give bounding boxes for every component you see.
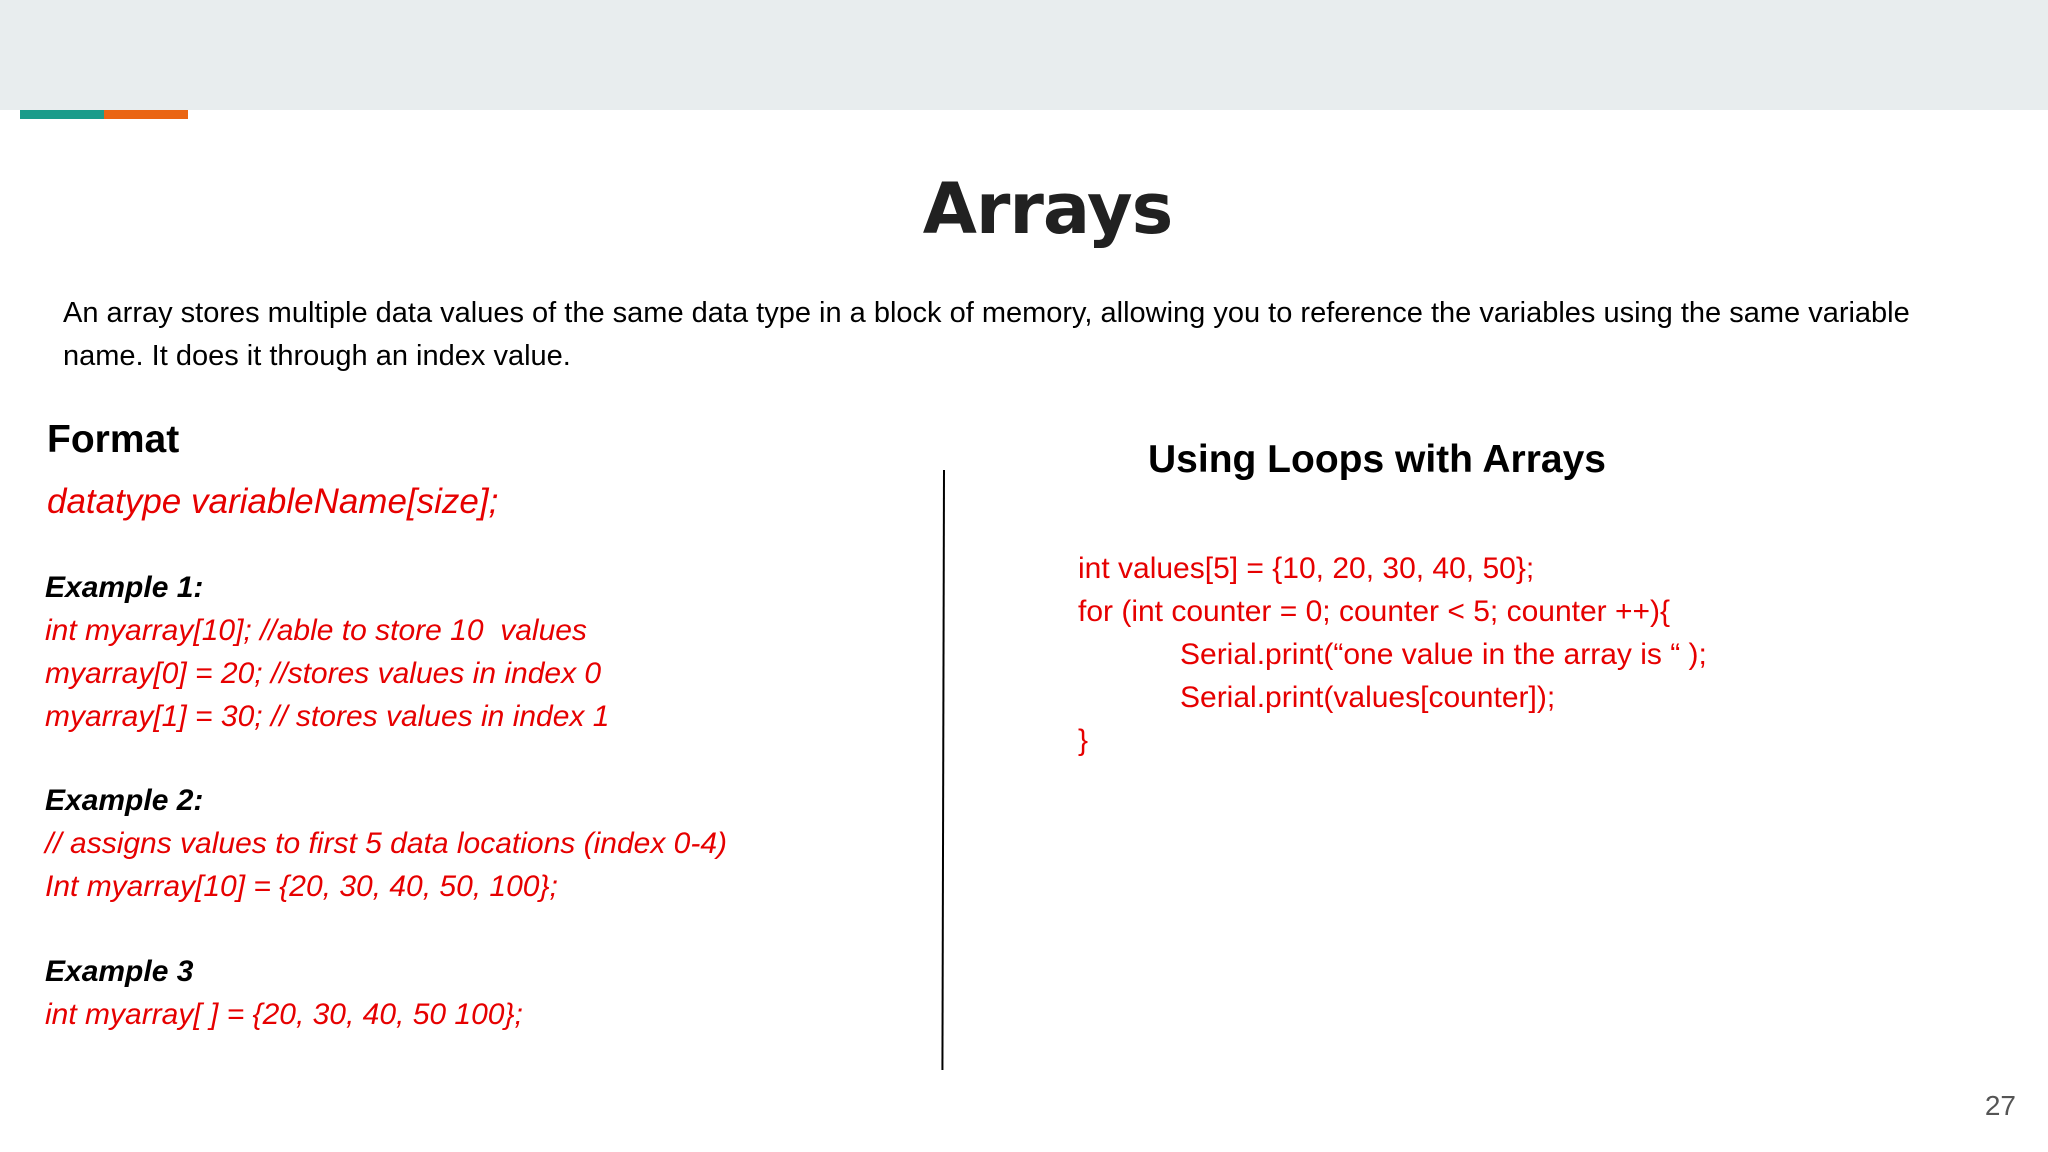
format-syntax: datatype variableName[size];: [47, 482, 499, 521]
example-1-line-1: int myarray[10]; //able to store 10 values: [45, 614, 587, 647]
loop-code-block: [1078, 547, 1707, 762]
header-band: [0, 0, 2048, 110]
example-2: [45, 779, 727, 908]
example-3-label: Example 3: [45, 955, 194, 988]
loop-line-5: }: [1078, 724, 1089, 757]
example-1-line-3: myarray[1] = 30; // stores values in index 1: [45, 700, 610, 733]
example-3-line-1: int myarray[ ] = {20, 30, 40, 50 100};: [45, 998, 523, 1031]
example-1: [45, 566, 609, 738]
loop-line-2: for (int counter = 0; counter < 5; counter ++){: [1078, 595, 1671, 628]
example-1-line-2: myarray[0] = 20; //stores values in index 0: [45, 657, 602, 690]
example-2-line-1: // assigns values to first 5 data locations (index 0-4): [45, 827, 728, 860]
page-number: 27: [1984, 1090, 2016, 1121]
column-divider: [941, 470, 945, 1070]
loop-line-4: Serial.print(values[counter]);: [1180, 681, 1556, 714]
loops-heading: Using Loops with Arrays: [1148, 438, 1606, 481]
format-heading: Format: [47, 418, 180, 461]
example-2-label: Example 2:: [45, 784, 204, 817]
example-1-label: Example 1:: [45, 571, 204, 604]
loop-line-1: int values[5] = {10, 20, 30, 40, 50};: [1078, 552, 1535, 585]
example-3: [45, 950, 523, 1036]
slide-title: Arrays: [922, 168, 1173, 250]
example-2-line-2: Int myarray[10] = {20, 30, 40, 50, 100};: [45, 870, 558, 903]
intro-paragraph: An array stores multiple data values of the same data type in a block of memory, allowing you to reference the variables using the same variable name. It does it through an index value.: [63, 297, 1910, 372]
accent-bar-orange: [104, 110, 188, 119]
accent-bar-teal: [20, 110, 104, 119]
loop-line-3: Serial.print(“one value in the array is “ );: [1180, 638, 1707, 671]
